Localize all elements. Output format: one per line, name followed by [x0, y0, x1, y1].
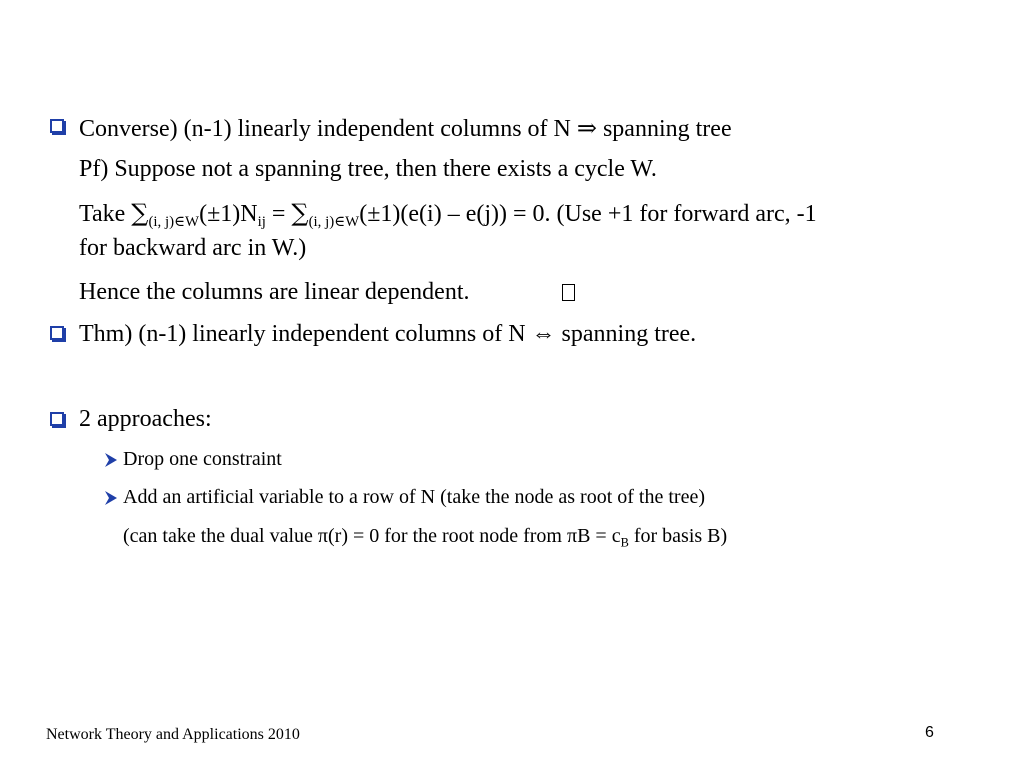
arrow-bullet-icon	[104, 452, 118, 468]
backward-arc-line: for backward arc in W.)	[79, 235, 307, 261]
qed-box-icon	[562, 284, 575, 301]
page-number: 6	[925, 724, 934, 741]
proof-line: Pf) Suppose not a spanning tree, then there exists a cycle W.	[79, 156, 657, 182]
square-bullet-icon	[50, 412, 64, 426]
square-bullet-icon	[50, 326, 64, 340]
bullet-theorem: Thm) (n-1) linearly independent columns of N ⇔ spanning tree.	[79, 321, 697, 347]
sum-equation-line: Take $\sum_{(i, j)\in W}(\pm 1)N_{ij} = \sum_{(i, j)\in W}(\pm 1)(e(i) - e(j)) = 0$. (Use +1 for forward arc, -1	[79, 199, 817, 231]
approach-item-drop-constraint: Drop one constraint	[123, 448, 282, 470]
conclusion-line: Hence the columns are linear dependent.	[79, 279, 470, 305]
bullet-approaches: 2 approaches:	[79, 406, 212, 432]
footer-title: Network Theory and Applications 2010	[46, 726, 300, 743]
dual-value-note: (can take the dual value π(r) = 0 for the root node from $\pi B = c_B$ for basis B)	[123, 525, 728, 550]
arrow-bullet-icon	[104, 490, 118, 506]
approach-item-artificial-variable: Add an artificial variable to a row of N (take the node as root of the tree)	[123, 486, 705, 508]
bullet-converse: Converse) (n-1) linearly independent columns of N ⇒ spanning tree	[79, 116, 732, 142]
square-bullet-icon	[50, 119, 64, 133]
